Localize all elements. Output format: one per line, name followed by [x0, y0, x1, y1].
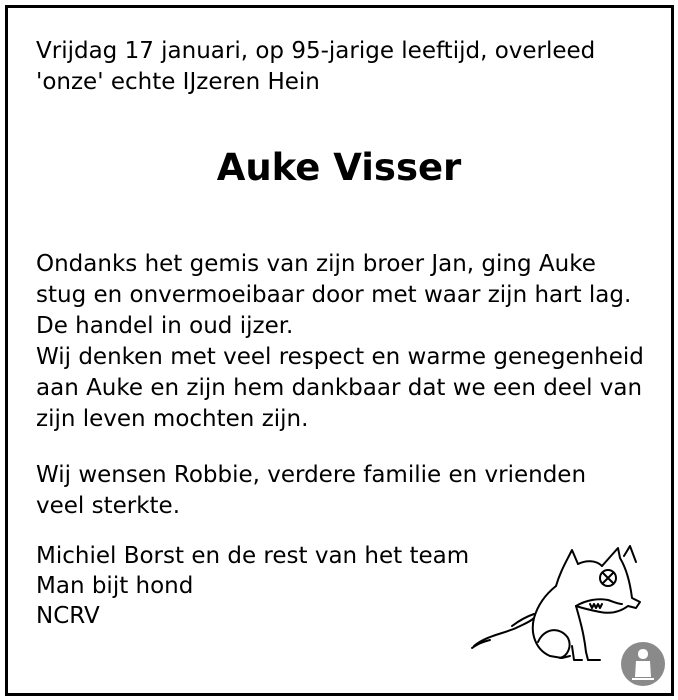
intro-text: Vrijdag 17 januari, op 95-jarige leeftijd, overleed 'onze' echte IJzeren Hein — [36, 38, 596, 95]
signoff-text: Michiel Borst en de rest van het team Man bijt hond NCRV — [36, 543, 470, 629]
memorial-badge-icon — [620, 641, 666, 687]
tribute-paragraph-2: Wij wensen Robbie, verdere familie en vrienden veel sterkte. — [36, 462, 587, 519]
deceased-name: Auke Visser — [216, 146, 462, 189]
tribute-paragraph-1: Ondanks het gemis van zijn broer Jan, ging Auke stug en onvermoeibaar door met waar zijn hart lag. De handel in oud ijzer. Wij denken met veel respect en warme genegenheid aan Auke en zijn hem dankbaar dat we een deel van zijn leven mochten zijn. — [36, 251, 644, 432]
